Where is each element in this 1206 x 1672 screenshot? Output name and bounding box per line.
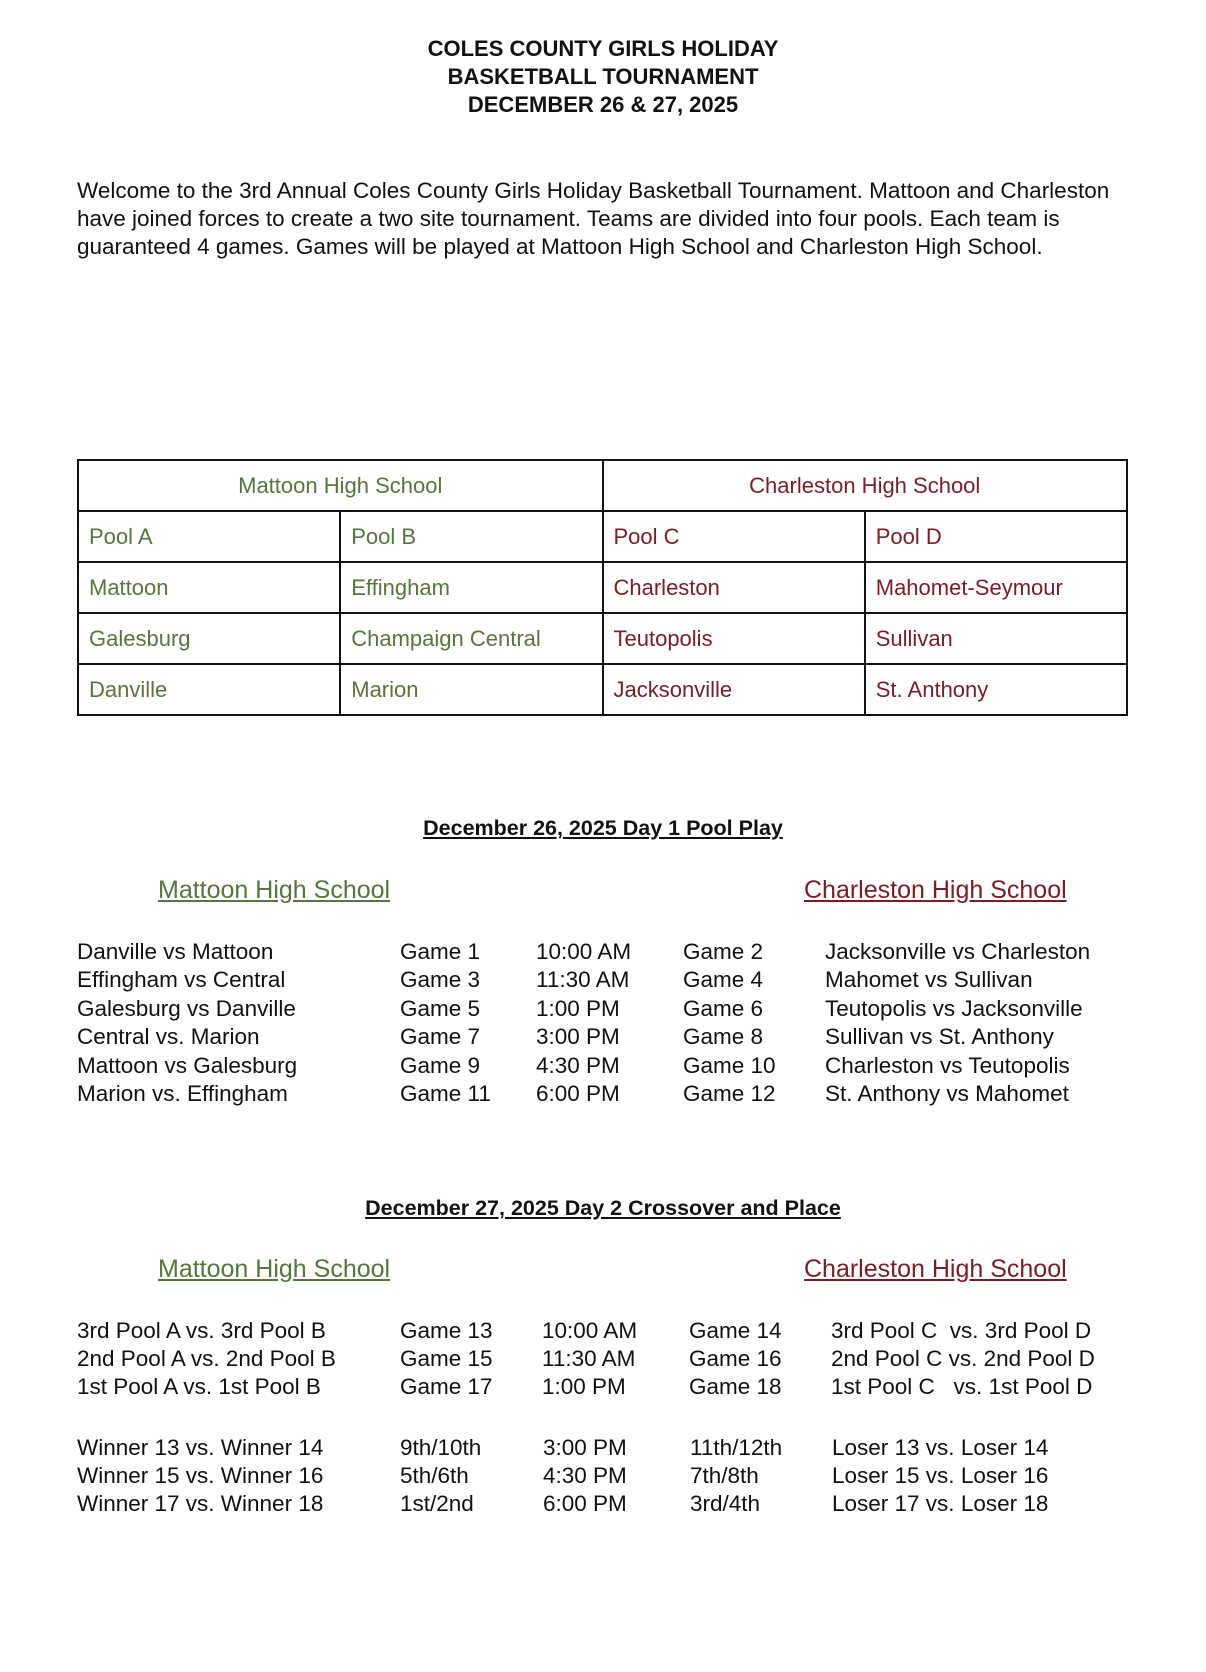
title-line-3: DECEMBER 26 & 27, 2025 — [467, 92, 739, 117]
schedule-right-match: St. Anthony vs Mahomet — [825, 1081, 1069, 1106]
schedule-left-match: Galesburg vs Danville — [77, 995, 296, 1021]
schedule-time: 3:00 PM — [543, 1435, 627, 1460]
schedule-time: 6:00 PM — [543, 1491, 627, 1517]
schedule-left-match: Effingham vs Central — [77, 967, 286, 993]
title-line-1: COLES COUNTY GIRLS HOLIDAY — [427, 36, 779, 61]
schedule-right-place: 3rd/4th — [690, 1491, 761, 1517]
title-line-2: BASKETBALL TOURNAMENT — [447, 64, 759, 89]
table-row — [78, 613, 1127, 664]
document-title — [0, 35, 1206, 119]
schedule-right-game: Game 16 — [689, 1346, 782, 1372]
schedule-left-match: Mattoon vs Galesburg — [77, 1052, 298, 1078]
schedule-right-match: Jacksonville vs Charleston — [825, 939, 1091, 964]
schedule-left-match: 1st Pool A vs. 1st Pool B — [77, 1374, 321, 1400]
schedule-right-game: Game 6 — [683, 995, 764, 1021]
site-header-charleston: Charleston High School — [603, 460, 1128, 511]
schedule-time: 1:00 PM — [536, 995, 620, 1021]
schedule-left-game: Game 7 — [400, 1024, 481, 1050]
table-row — [78, 562, 1127, 613]
team-cell: Danville — [78, 664, 340, 715]
schedule-left-match: Winner 17 vs. Winner 18 — [77, 1491, 324, 1517]
team-cell: Jacksonville — [603, 664, 865, 715]
schedule-right-match: Charleston vs Teutopolis — [825, 1052, 1070, 1078]
schedule-time: 3:00 PM — [536, 1024, 620, 1050]
team-cell: Champaign Central — [340, 613, 602, 664]
schedule-left-match: Marion vs. Effingham — [77, 1081, 288, 1106]
schedule-right-match: 2nd Pool C vs. 2nd Pool D — [831, 1346, 1095, 1372]
schedule-right-game: Game 2 — [683, 939, 764, 964]
pool-header-b: Pool B — [340, 511, 602, 562]
intro-paragraph: Welcome to the 3rd Annual Coles County Girls Holiday Basketball Tournament. Mattoon and Charleston have joined forces to create a two site tournament. Teams are divided into four pools. Each team is guaranteed 4 games. Games will be played at Mattoon High School and Charleston High School. — [77, 178, 1110, 260]
schedule-right-match: Sullivan vs St. Anthony — [825, 1024, 1054, 1050]
team-cell: Marion — [340, 664, 602, 715]
day2-heading: December 27, 2025 Day 2 Crossover and Place — [365, 1196, 841, 1220]
pool-header-d: Pool D — [865, 511, 1127, 562]
schedule-right-match: Loser 15 vs. Loser 16 — [832, 1463, 1049, 1489]
schedule-left-game: Game 9 — [400, 1052, 481, 1078]
schedule-left-match: Danville vs Mattoon — [77, 939, 274, 964]
schedule-time: 11:30 AM — [536, 967, 630, 993]
schedule-right-game: Game 18 — [689, 1374, 782, 1400]
pool-header-c: Pool C — [603, 511, 865, 562]
schedule-right-game: Game 12 — [683, 1081, 776, 1106]
schedule-left-place: 5th/6th — [400, 1463, 469, 1489]
team-cell: Sullivan — [865, 613, 1127, 664]
schedule-left-game: Game 15 — [400, 1346, 493, 1372]
schedule-right-place: 11th/12th — [690, 1435, 783, 1460]
schedule-right-place: 7th/8th — [690, 1463, 759, 1489]
table-row — [78, 664, 1127, 715]
schedule-right-game: Game 14 — [689, 1318, 782, 1343]
team-cell: Teutopolis — [603, 613, 865, 664]
schedule-left-match: Winner 13 vs. Winner 14 — [77, 1435, 324, 1460]
day1-heading: December 26, 2025 Day 1 Pool Play — [423, 816, 783, 840]
schedule-left-game: Game 11 — [400, 1081, 491, 1106]
pools-table — [77, 459, 1128, 716]
schedule-left-match: 2nd Pool A vs. 2nd Pool B — [77, 1346, 336, 1372]
team-cell: Effingham — [340, 562, 602, 613]
schedule-left-game: Game 13 — [400, 1318, 493, 1343]
schedule-right-game: Game 4 — [683, 967, 764, 993]
schedule-left-place: 1st/2nd — [400, 1491, 474, 1517]
pool-header-a: Pool A — [78, 511, 340, 562]
day1-mattoon-heading: Mattoon High School — [158, 876, 391, 904]
team-cell: Mattoon — [78, 562, 340, 613]
schedule-left-place: 9th/10th — [400, 1435, 482, 1460]
schedule-left-match: Winner 15 vs. Winner 16 — [77, 1463, 324, 1489]
team-cell: St. Anthony — [865, 664, 1127, 715]
day2-mattoon-heading: Mattoon High School — [158, 1255, 391, 1283]
schedule-left-game: Game 1 — [400, 939, 481, 964]
schedule-right-match: Teutopolis vs Jacksonville — [825, 995, 1083, 1021]
schedule-right-game: Game 10 — [683, 1052, 776, 1078]
pool-header-row — [78, 511, 1127, 562]
schedule-right-match: Loser 17 vs. Loser 18 — [832, 1491, 1049, 1517]
site-header-row — [78, 460, 1127, 511]
team-cell: Galesburg — [78, 613, 340, 664]
team-cell: Mahomet-Seymour — [865, 562, 1127, 613]
schedule-left-match: Central vs. Marion — [77, 1024, 260, 1050]
schedule-left-game: Game 17 — [400, 1374, 493, 1400]
schedule-time: 4:30 PM — [536, 1052, 620, 1078]
schedule-right-match: 3rd Pool C vs. 3rd Pool D — [831, 1318, 1092, 1343]
schedule-time: 11:30 AM — [542, 1346, 636, 1372]
schedule-right-match: 1st Pool C vs. 1st Pool D — [831, 1374, 1093, 1400]
schedule-left-game: Game 3 — [400, 967, 481, 993]
team-cell: Charleston — [603, 562, 865, 613]
schedule-time: 4:30 PM — [543, 1463, 627, 1489]
schedule-time: 6:00 PM — [536, 1081, 620, 1106]
schedule-time: 10:00 AM — [542, 1318, 638, 1343]
schedule-right-match: Loser 13 vs. Loser 14 — [832, 1435, 1049, 1460]
schedule-right-match: Mahomet vs Sullivan — [825, 967, 1033, 993]
schedule-time: 1:00 PM — [542, 1374, 626, 1400]
schedule-right-game: Game 8 — [683, 1024, 764, 1050]
day1-charleston-heading: Charleston High School — [804, 876, 1067, 904]
day2-charleston-heading: Charleston High School — [804, 1255, 1067, 1283]
site-header-mattoon: Mattoon High School — [78, 460, 603, 511]
schedule-left-match: 3rd Pool A vs. 3rd Pool B — [77, 1318, 326, 1343]
schedule-left-game: Game 5 — [400, 995, 481, 1021]
schedule-time: 10:00 AM — [536, 939, 632, 964]
